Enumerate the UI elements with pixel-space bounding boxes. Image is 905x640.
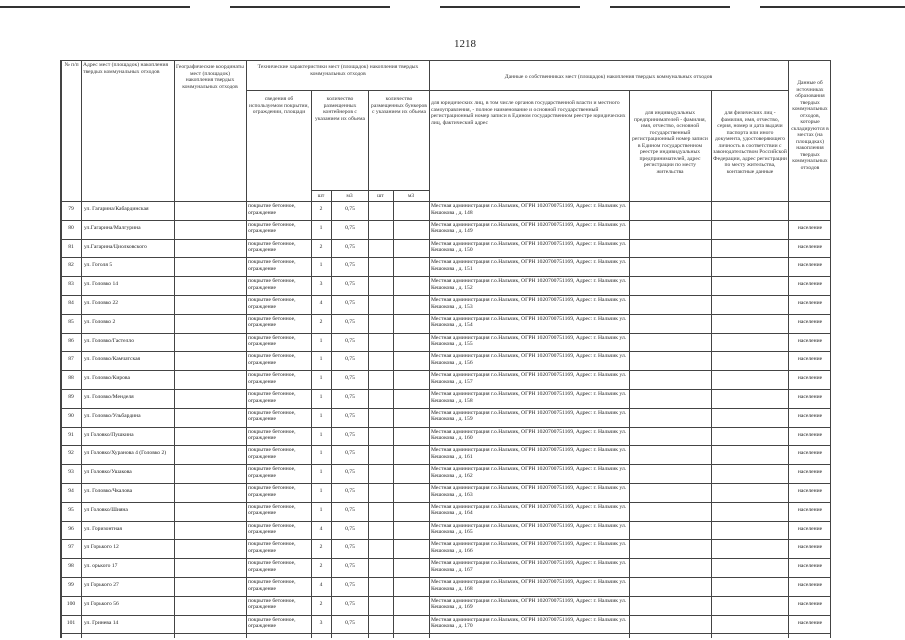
row-owner: Местная администрация г.о.Нальчик, ОГРН 1020700751169, Адрес: г. Нальчик ул. Кешокова , д. 150	[431, 240, 627, 254]
row-address: ул. Головко/Кирова	[84, 375, 130, 382]
row-container-count: 1	[319, 412, 323, 419]
row-container-volume: 0,75	[345, 206, 355, 212]
header-legal: для юридических лиц, в том числе органов государственной власти и местного самоуправления, - полное наименование и основной государственный регистрационный номер записи в Едином государственном реестре юридических лиц, фактический адрес	[431, 100, 626, 126]
row-cover: покрытие бетонное, ограждение	[248, 372, 296, 385]
row-cover: покрытие бетонное, ограждение	[248, 409, 296, 423]
row-owner: Местная администрация г.о.Нальчик, ОГРН 1020700751169, Адрес: г. Нальчик ул. Кешокова , д. 157	[431, 372, 627, 385]
row-cover: покрытие бетонное, ограждение	[248, 503, 296, 517]
row-container-count: 2	[319, 544, 323, 551]
row-number: 96	[68, 525, 74, 532]
row-owner: Местная администрация г.о.Нальчик, ОГРН 1020700751169, Адрес: г. Нальчик ул. Кешокова , д. 170	[431, 616, 627, 630]
row-owner: Местная администрация г.о.Нальчик, ОГРН 1020700751169, Адрес: г. Нальчик ул. Кешокова , д. 158	[431, 391, 627, 404]
row-container-volume: 0,75	[345, 619, 355, 626]
page-number: 1218	[454, 38, 476, 50]
row-number: 79	[68, 206, 74, 212]
row-divider	[61, 427, 831, 428]
row-address: ул. Головко 14	[84, 281, 119, 288]
row-address: ул Головко/Пушкина	[84, 431, 134, 438]
row-cover: покрытие бетонное, ограждение	[248, 334, 296, 348]
header-geo: Географические координаты мест (площадок) накопления твердых коммунальных отходов	[176, 64, 244, 90]
row-container-count: 1	[319, 431, 323, 438]
header-unit-m3-2: м3	[407, 193, 415, 199]
row-number: 86	[68, 337, 74, 344]
row-cover: покрытие бетонное, ограждение	[248, 203, 296, 216]
header-cover: сведения об используемом покрытии, ограждении, площади	[249, 96, 309, 115]
row-address: ул. Гагарина/Кабардинская	[84, 206, 149, 212]
row-divider	[61, 408, 831, 409]
row-owner: Местная администрация г.о.Нальчик, ОГРН 1020700751169, Адрес: г. Нальчик ул. Кешокова , д. 159	[431, 409, 627, 423]
row-cover: покрытие бетонное, ограждение	[248, 315, 296, 329]
row-number: 88	[68, 375, 74, 382]
row-address: ул.Гагарина/Циолковского	[84, 243, 147, 250]
row-owner: Местная администрация г.о.Нальчик, ОГРН 1020700751169, Адрес: г. Нальчик ул. Кешокова , д. 161	[431, 447, 627, 460]
row-divider	[61, 295, 831, 296]
row-address: ул Головко/Хуранова 4 (Головко 2)	[84, 450, 167, 457]
row-container-volume: 0,75	[345, 450, 355, 457]
row-cover: покрытие бетонное, ограждение	[248, 485, 296, 498]
row-source: население	[797, 356, 823, 363]
row-divider	[61, 483, 831, 484]
row-container-volume: 0,75	[345, 431, 355, 438]
row-cover: покрытие бетонное, ограждение	[248, 597, 296, 611]
row-container-count: 1	[319, 262, 323, 269]
row-number: 81	[68, 243, 74, 250]
row-container-count: 2	[319, 206, 323, 212]
row-address: ул. Головко 2	[84, 318, 116, 325]
row-cover: покрытие бетонное, ограждение	[248, 278, 296, 291]
row-cover: покрытие бетонное, ограждение	[248, 240, 296, 254]
row-container-count: 4	[319, 582, 323, 588]
row-container-volume: 0,75	[345, 488, 355, 494]
row-container-count: 2	[319, 563, 323, 570]
row-divider	[61, 539, 831, 540]
row-source: население	[797, 469, 823, 476]
row-source: население	[797, 224, 823, 231]
row-container-volume: 0,75	[345, 412, 355, 419]
row-container-count: 1	[319, 506, 323, 513]
row-container-volume: 0,75	[345, 243, 355, 250]
row-source: население	[797, 375, 823, 382]
row-source: население	[797, 563, 823, 570]
row-container-count: 1	[319, 450, 323, 457]
row-owner: Местная администрация г.о.Нальчик, ОГРН 1020700751169, Адрес: г. Нальчик ул. Кешокова , д. 153	[431, 297, 627, 310]
row-source	[790, 206, 830, 223]
row-owner: Местная администрация г.о.Нальчик, ОГРН 1020700751169, Адрес: г. Нальчик ул. Кешокова , д. 155	[431, 334, 627, 348]
row-divider	[61, 351, 831, 352]
row-address: ул. Головко/Гастелло	[84, 337, 134, 344]
row-container-volume: 0,75	[345, 337, 355, 344]
header-address: Адрес мест (площадок) накопления твердых коммунальных отходов	[83, 62, 169, 75]
row-divider	[61, 276, 831, 277]
row-cover: покрытие бетонное, ограждение	[248, 560, 296, 573]
row-container-count: 1	[319, 356, 323, 363]
row-owner: Местная администрация г.о.Нальчик, ОГРН 1020700751169, Адрес: г. Нальчик ул. Кешокова , д. 165	[431, 522, 627, 536]
header-phys: для физических лиц - фамилия, имя, отчество, серия, номер и дата выдачи паспорта или иного документа, удостоверяющего личность в соответствии с законодательством Российской Федерации, адрес регистрации по месту жительства, контактные данные	[713, 110, 787, 175]
row-container-count: 3	[319, 619, 323, 626]
row-container-volume: 0,75	[345, 525, 355, 532]
row-container-volume: 0,75	[345, 563, 355, 570]
row-address: ул. Гоголя 5	[84, 262, 113, 269]
scan-top-line	[230, 6, 390, 8]
row-container-count: 1	[319, 469, 323, 476]
row-divider	[61, 220, 831, 221]
row-source: население	[797, 394, 823, 400]
row-container-volume: 0,75	[345, 544, 355, 551]
row-address: ул. Гринева 14	[84, 619, 119, 626]
row-container-count: 4	[319, 525, 323, 532]
header-ip: для индивидуальных предпринимателей - фамилия, имя, отчество, основной государственный регистрационный номер записи в Едином государственном реестре индивидуальных предпринимателей, адрес регистрации по месту жительства	[632, 110, 708, 175]
row-owner: Местная администрация г.о.Нальчик, ОГРН 1020700751169, Адрес: г. Нальчик ул. Кешокова , д. 152	[431, 278, 627, 291]
row-container-volume: 0,75	[345, 281, 355, 288]
row-divider	[61, 257, 831, 258]
row-cover: покрытие бетонное, ограждение	[248, 297, 296, 310]
row-number: 94	[68, 488, 74, 494]
row-cover: покрытие бетонное, ограждение	[248, 428, 296, 442]
row-container-count: 2	[319, 600, 323, 607]
row-owner: Местная администрация г.о.Нальчик, ОГРН 1020700751169, Адрес: г. Нальчик ул. Кешокова , д. 169	[431, 597, 627, 611]
row-source: население	[797, 337, 823, 344]
row-owner: Местная администрация г.о.Нальчик, ОГРН 1020700751169, Адрес: г. Нальчик ул. Кешокова , д. 148	[431, 203, 627, 216]
row-address: ул. Головко/Камчатская	[84, 356, 141, 363]
row-source: население	[797, 281, 823, 288]
row-container-volume: 0,75	[345, 394, 355, 400]
row-number: 91	[68, 431, 74, 438]
row-address: ул Горького 56	[84, 600, 119, 607]
row-address: ул. Головко/Ульбардина	[84, 412, 141, 419]
row-owner: Местная администрация г.о.Нальчик, ОГРН 1020700751169, Адрес: г. Нальчик ул. Кешокова , д. 156	[431, 353, 627, 366]
row-divider	[61, 314, 831, 315]
row-container-volume: 0,75	[345, 318, 355, 325]
row-divider	[61, 558, 831, 559]
header-tech: Технические характеристики мест (площадок) накопления твердых коммунальных отходов	[257, 64, 419, 77]
row-divider	[61, 615, 831, 616]
row-divider	[61, 521, 831, 522]
scan-top-line	[0, 6, 190, 8]
row-divider	[61, 389, 831, 390]
row-number: 89	[68, 394, 74, 400]
row-container-count: 1	[319, 488, 323, 494]
row-container-count: 3	[319, 281, 323, 288]
row-address: ул. орького 17	[84, 563, 118, 570]
header-num: № п/п	[64, 62, 79, 68]
header-bunkers: количество размещенных бункеров с указанием их объема	[371, 96, 427, 115]
row-number: 90	[68, 412, 74, 419]
row-cover: покрытие бетонное, ограждение	[248, 522, 296, 536]
row-owner: Местная администрация г.о.Нальчик, ОГРН 1020700751169, Адрес: г. Нальчик ул. Кешокова , д. 166	[431, 541, 627, 554]
row-address: ул. Головко 22	[84, 300, 119, 306]
row-container-volume: 0,75	[345, 375, 355, 382]
row-divider	[61, 633, 831, 634]
row-source: население	[797, 619, 823, 626]
row-cover: покрытие бетонное, ограждение	[248, 579, 296, 592]
registry-table	[60, 60, 831, 638]
header-unit-m3: м3	[346, 193, 353, 199]
row-number: 99	[68, 582, 74, 588]
row-cover: покрытие бетонное, ограждение	[248, 221, 296, 235]
row-cover: покрытие бетонное, ограждение	[248, 466, 296, 479]
row-address: ул Горького 12	[84, 544, 119, 551]
row-divider	[61, 577, 831, 578]
row-source: население	[797, 262, 823, 269]
row-container-count: 1	[319, 394, 323, 400]
header-source: Данные об источниках образования твердых коммунальных отходов, которые складируются в местах (на площадках) накопления твердых коммунальных отходов	[791, 80, 829, 171]
row-owner: Местная администрация г.о.Нальчик, ОГРН 1020700751169, Адрес: г. Нальчик ул. Кешокова , д. 167	[431, 560, 627, 573]
row-container-count: 2	[319, 318, 323, 325]
row-address: ул Головко/Шияна	[84, 506, 128, 513]
row-source: население	[797, 412, 823, 419]
row-owner: Местная администрация г.о.Нальчик, ОГРН 1020700751169, Адрес: г. Нальчик ул. Кешокова , д. 160	[431, 428, 627, 442]
row-container-volume: 0,75	[345, 356, 355, 363]
row-number: 82	[68, 262, 74, 269]
row-container-count: 2	[319, 243, 323, 250]
row-address: ул Горького 27	[84, 582, 119, 588]
row-number: 83	[68, 281, 74, 288]
row-source: население	[797, 525, 823, 532]
row-container-count: 1	[319, 337, 323, 344]
row-container-volume: 0,75	[345, 582, 355, 588]
row-container-volume: 0,75	[345, 469, 355, 476]
scan-top-line	[760, 6, 905, 8]
row-source: население	[797, 431, 823, 438]
row-divider	[61, 239, 831, 240]
row-container-volume: 0,75	[345, 300, 355, 306]
row-divider	[61, 445, 831, 446]
row-container-count: 1	[319, 375, 323, 382]
row-number: 101	[66, 619, 76, 626]
header-owner: Данные о собственниках мест (площадок) накопления твердых коммунальных отходов	[504, 74, 713, 80]
row-source: население	[797, 300, 823, 306]
row-container-volume: 0,75	[345, 506, 355, 513]
row-owner: Местная администрация г.о.Нальчик, ОГРН 1020700751169, Адрес: г. Нальчик ул. Кешокова , д. 168	[431, 579, 627, 592]
row-source: население	[797, 450, 823, 457]
row-owner: Местная администрация г.о.Нальчик, ОГРН 1020700751169, Адрес: г. Нальчик ул. Кешокова , д. 162	[431, 466, 627, 479]
row-owner: Местная администрация г.о.Нальчик, ОГРН 1020700751169, Адрес: г. Нальчик ул. Кешокова , д. 164	[431, 503, 627, 517]
row-address: ул Головко/Ушакова	[84, 469, 132, 476]
row-owner: Местная администрация г.о.Нальчик, ОГРН 1020700751169, Адрес: г. Нальчик ул. Кешокова , д. 163	[431, 485, 627, 498]
row-number: 85	[68, 318, 74, 325]
row-number: 93	[68, 469, 74, 476]
row-address: ул. Горизонтная	[84, 525, 122, 532]
row-address: ул.Гагарина/Малгурина	[84, 224, 141, 231]
row-address: ул. Головко/Чкалова	[84, 488, 133, 494]
row-divider	[61, 370, 831, 371]
row-number: 100	[66, 600, 76, 607]
row-number: 80	[68, 224, 74, 231]
row-number: 92	[68, 450, 74, 457]
row-number: 87	[68, 356, 74, 363]
row-source: население	[797, 544, 823, 551]
row-owner: Местная администрация г.о.Нальчик, ОГРН 1020700751169, Адрес: г. Нальчик ул. Кешокова , д. 149	[431, 221, 627, 235]
row-source: население	[797, 318, 823, 325]
row-divider	[61, 502, 831, 503]
row-source: население	[797, 600, 823, 607]
row-number: 98	[68, 563, 74, 570]
row-container-volume: 0,75	[345, 600, 355, 607]
header-unit-pcs-2: шт	[377, 193, 384, 199]
row-source: население	[797, 488, 823, 494]
row-cover: покрытие бетонное, ограждение	[248, 616, 296, 630]
row-cover: покрытие бетонное, ограждение	[248, 259, 296, 272]
scan-top-line	[440, 6, 580, 8]
row-owner: Местная администрация г.о.Нальчик, ОГРН 1020700751169, Адрес: г. Нальчик ул. Кешокова , д. 151	[431, 259, 627, 272]
row-cover: покрытие бетонное, ограждение	[248, 391, 296, 404]
row-divider	[61, 333, 831, 334]
row-divider	[61, 464, 831, 465]
row-address: ул. Головко/Менделя	[84, 394, 134, 400]
row-cover: покрытие бетонное, ограждение	[248, 353, 296, 366]
row-source: население	[797, 506, 823, 513]
row-cover: покрытие бетонное, ограждение	[248, 541, 296, 554]
row-number: 97	[68, 544, 74, 551]
row-number: 84	[68, 300, 74, 306]
row-container-count: 1	[319, 224, 323, 231]
header-unit-pcs: шт	[317, 193, 325, 199]
row-divider	[61, 596, 831, 597]
row-container-volume: 0,75	[345, 224, 355, 231]
header-containers: количество размещенных контейнеров с указанием их объема	[314, 96, 366, 122]
row-source: население	[797, 243, 823, 250]
row-container-volume: 0,75	[345, 262, 355, 269]
row-owner: Местная администрация г.о.Нальчик, ОГРН 1020700751169, Адрес: г. Нальчик ул. Кешокова , д. 154	[431, 315, 627, 329]
row-number: 95	[68, 506, 74, 513]
row-cover: покрытие бетонное, ограждение	[248, 447, 296, 460]
row-source: население	[797, 582, 823, 588]
scan-top-line	[610, 6, 730, 8]
row-container-count: 4	[319, 300, 323, 306]
